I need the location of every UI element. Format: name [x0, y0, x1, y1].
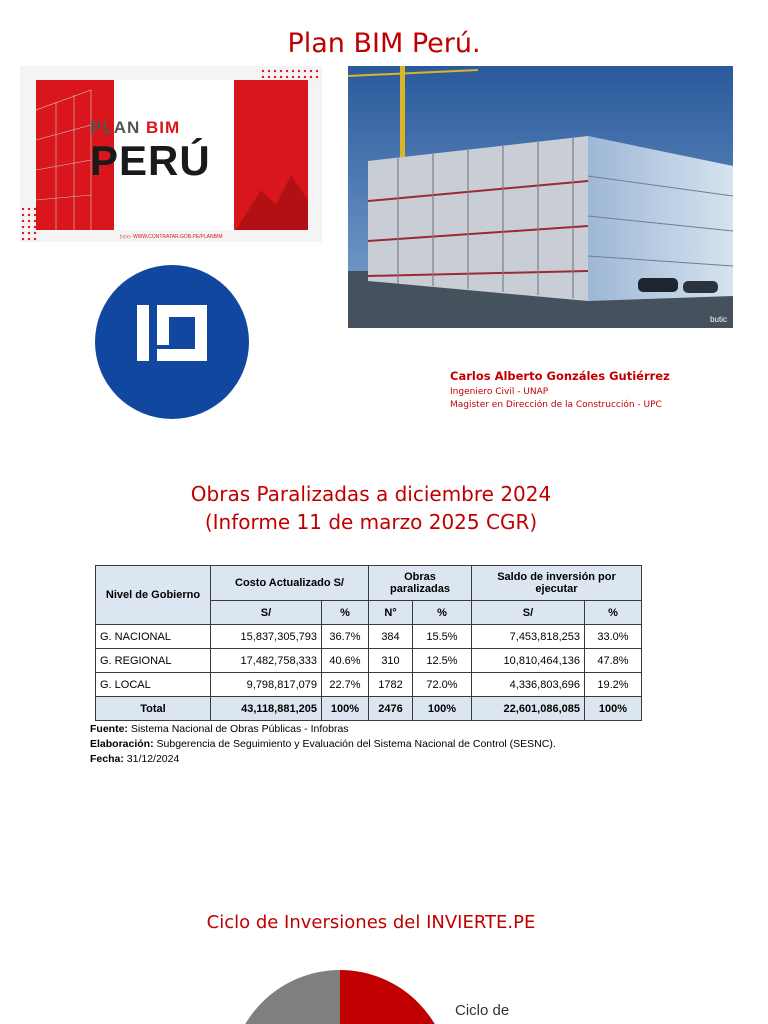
total-saldo-pct: 100% — [585, 697, 642, 721]
cell-costo: 17,482,758,333 — [211, 649, 322, 673]
subheader-cell: % — [322, 601, 369, 625]
total-saldo: 22,601,086,085 — [472, 697, 585, 721]
subheader-cell: % — [585, 601, 642, 625]
subheader-cell: S/ — [211, 601, 322, 625]
header-nivel: Nivel de Gobierno — [96, 566, 211, 625]
cell-nivel: G. NACIONAL — [96, 625, 211, 649]
subheader-cell: % — [413, 601, 472, 625]
header-obras: Obras paralizadas — [369, 566, 472, 601]
total-costo: 43,118,881,205 — [211, 697, 322, 721]
cell-saldo-pct: 47.8% — [585, 649, 642, 673]
plan-bim-banner — [20, 66, 322, 242]
note-fuente-text: Sistema Nacional de Obras Públicas - Infobras — [130, 723, 349, 735]
cell-obras: 384 — [369, 625, 413, 649]
cell-costo-pct: 22.7% — [322, 673, 369, 697]
header-costo: Costo Actualizado S/ — [211, 566, 369, 601]
table-total-row — [96, 697, 642, 721]
cell-costo: 15,837,305,793 — [211, 625, 322, 649]
author-master: Magister en Dirección de la Construcción - UPC — [450, 400, 662, 410]
table-header-row — [96, 566, 642, 601]
banner-plan-bim-label — [90, 118, 180, 138]
image-brand-watermark: butic — [710, 315, 727, 324]
ciclo-heading: Ciclo de Inversiones del INVIERTE.PE — [206, 912, 536, 933]
page-title: Plan BIM Perú. — [287, 28, 481, 59]
total-label: Total — [96, 697, 211, 721]
logo-mark-icon — [95, 265, 249, 419]
obras-heading-line2: (Informe 11 de marzo 2025 CGR) — [204, 510, 538, 534]
plan-bim-logo-icon — [95, 265, 249, 419]
author-name: Carlos Alberto Gonzáles Gutiérrez — [450, 369, 670, 383]
ciclo-segment-red — [340, 970, 450, 1024]
subheader-cell: S/ — [472, 601, 585, 625]
banner-bim-word: BIM — [146, 118, 181, 137]
cell-obras: 1782 — [369, 673, 413, 697]
building-construction-image — [348, 66, 733, 328]
banner-url-text: WWW.CONTRATAR.GOB.PE/PLANBIM — [132, 234, 223, 240]
mountain-shape — [236, 175, 308, 230]
cell-saldo: 4,336,803,696 — [472, 673, 585, 697]
building-illustration — [348, 66, 733, 328]
note-elaboracion-label: Elaboración: — [90, 738, 154, 750]
note-fuente — [90, 722, 556, 737]
table-notes — [90, 722, 556, 767]
total-obras: 2476 — [369, 697, 413, 721]
subheader-cell: N° — [369, 601, 413, 625]
cell-costo: 9,798,817,079 — [211, 673, 322, 697]
cell-saldo: 7,453,818,253 — [472, 625, 585, 649]
note-elaboracion — [90, 737, 556, 752]
note-fecha-text: 31/12/2024 — [126, 753, 180, 765]
table-row — [96, 649, 642, 673]
note-fuente-label: Fuente: — [90, 723, 128, 735]
play-icons: ▷▷▷ — [120, 234, 133, 240]
table-row — [96, 625, 642, 649]
cell-obras-pct: 72.0% — [413, 673, 472, 697]
author-block — [450, 369, 670, 412]
cell-saldo-pct: 33.0% — [585, 625, 642, 649]
banner-plan-word: PLAN — [90, 118, 141, 137]
note-elaboracion-text: Subgerencia de Seguimiento y Evaluación del Sistema Nacional de Control (SESNC). — [156, 738, 556, 750]
cell-obras-pct: 15.5% — [413, 625, 472, 649]
obras-heading — [0, 480, 742, 536]
ciclo-label: Ciclo de — [455, 1002, 510, 1019]
cell-costo-pct: 40.6% — [322, 649, 369, 673]
author-degree: Ingeniero Civil - UNAP — [450, 387, 549, 397]
cell-nivel: G. LOCAL — [96, 673, 211, 697]
total-obras-pct: 100% — [413, 697, 472, 721]
obras-table — [95, 565, 642, 721]
obras-heading-line1: Obras Paralizadas a diciembre 2024 — [190, 482, 552, 506]
banner-url — [120, 234, 222, 240]
cell-nivel: G. REGIONAL — [96, 649, 211, 673]
banner-peru-label: PERÚ — [90, 137, 211, 184]
table-row — [96, 673, 642, 697]
cell-saldo-pct: 19.2% — [585, 673, 642, 697]
ciclo-diagram-icon — [230, 970, 450, 1024]
note-fecha-label: Fecha: — [90, 753, 124, 765]
header-saldo: Saldo de inversión por ejecutar — [472, 566, 642, 601]
ciclo-segment-gray — [230, 970, 340, 1024]
note-fecha — [90, 752, 556, 767]
cell-costo-pct: 36.7% — [322, 625, 369, 649]
cell-obras-pct: 12.5% — [413, 649, 472, 673]
cell-obras: 310 — [369, 649, 413, 673]
cell-saldo: 10,810,464,136 — [472, 649, 585, 673]
total-costo-pct: 100% — [322, 697, 369, 721]
